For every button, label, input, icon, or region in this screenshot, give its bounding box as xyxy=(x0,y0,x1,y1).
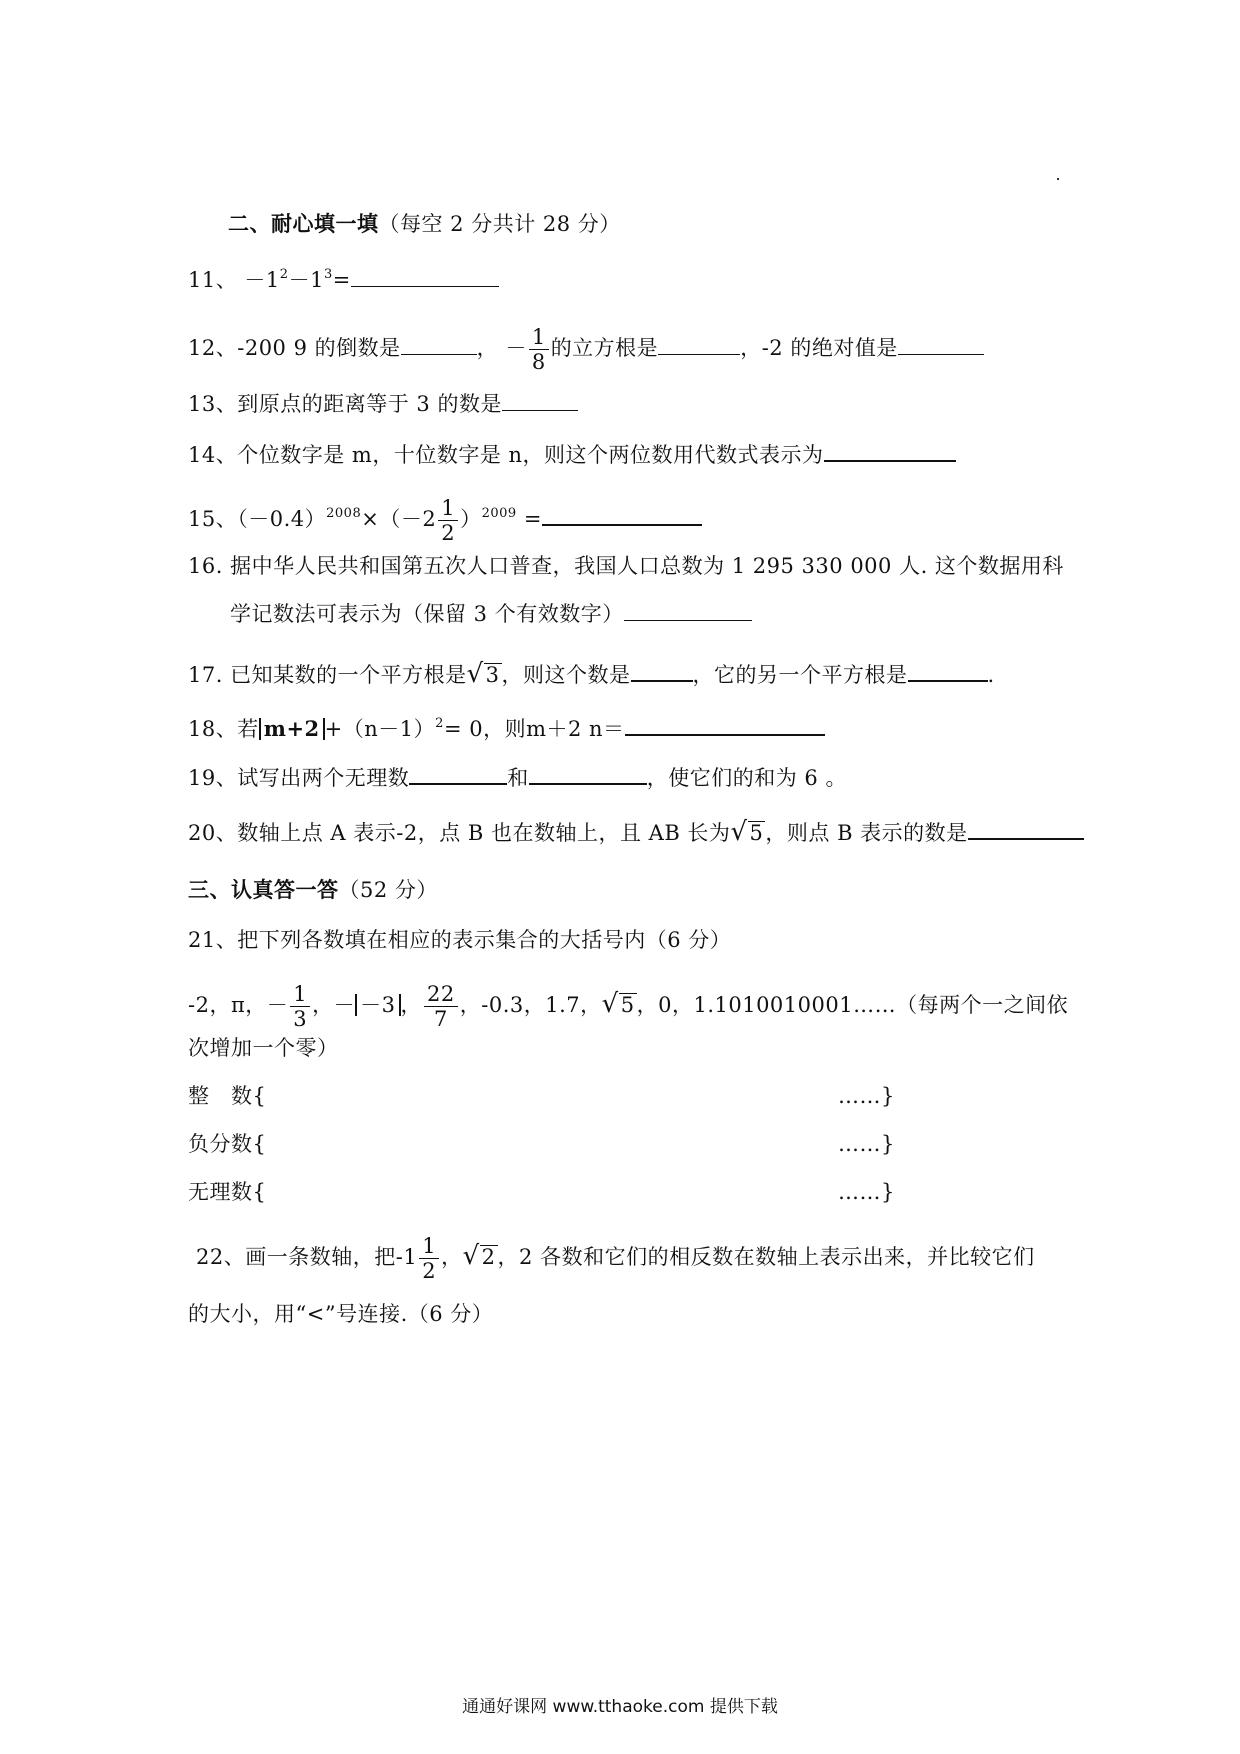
q15-base-1: （－0.4） xyxy=(237,507,327,531)
question-16-line-2 xyxy=(230,600,752,628)
set-negative-fractions xyxy=(188,1130,895,1158)
q15-exp-2: 2009 xyxy=(481,506,517,521)
q21-frac1-den: 3 xyxy=(293,1007,308,1031)
q21-frac1-num: 1 xyxy=(290,982,310,1007)
q21-list-a: -2，π， xyxy=(188,993,267,1017)
q22-radicand: 2 xyxy=(481,1245,496,1269)
q12-blank-3[interactable] xyxy=(898,334,984,355)
q12-sep-2: ， xyxy=(740,336,762,360)
q21-fraction-1 xyxy=(290,982,310,1031)
section-3-title: 三、认真答一答 xyxy=(188,877,339,902)
q21-number-list xyxy=(188,982,1068,1031)
q18-abs-value: m+2 xyxy=(259,718,325,740)
q18-text-1: 若 xyxy=(237,717,259,741)
q19-text-3: ，使它们的和为 6 。 xyxy=(646,766,847,790)
q12-blank-2[interactable] xyxy=(658,334,740,355)
question-17 xyxy=(188,660,995,689)
q22-sqrt: √2 xyxy=(462,1241,496,1271)
q18-number: 18、 xyxy=(188,717,238,741)
q13-text: 到原点的距离等于 3 的数是 xyxy=(237,392,502,416)
set-irrationals xyxy=(188,1178,895,1206)
question-12 xyxy=(188,325,984,374)
q19-blank-1[interactable] xyxy=(409,763,507,785)
q17-text-3: ，它的另一个平方根是 xyxy=(692,663,908,687)
q11-exp-b: 3 xyxy=(323,267,333,282)
q12-frac-num: 1 xyxy=(529,325,549,350)
q17-text-2: ，则这个数是 xyxy=(501,663,631,687)
q21-list-line-2 xyxy=(188,1034,339,1062)
q21-neg: － xyxy=(266,993,289,1017)
q15-equals: = xyxy=(523,507,542,531)
q19-text-1: 试写出两个无理数 xyxy=(237,766,410,790)
set-irrational-label: 无理数{ xyxy=(188,1180,267,1204)
section-2-heading xyxy=(228,210,621,238)
q18-exp: 2 xyxy=(435,716,444,731)
question-11 xyxy=(188,266,499,294)
question-18 xyxy=(188,714,825,743)
q16-number: 16. xyxy=(188,554,223,578)
q14-number: 14、 xyxy=(188,443,238,467)
set-negfrac-label: 负分数{ xyxy=(188,1132,267,1156)
q22-frac-den: 2 xyxy=(422,1259,437,1283)
q11-term-b: －1 xyxy=(288,268,324,292)
q15-times: × xyxy=(361,507,380,531)
q21-fraction-2 xyxy=(424,982,458,1031)
q17-end: . xyxy=(987,663,995,687)
q22-frac-num: 1 xyxy=(419,1234,439,1259)
question-22 xyxy=(196,1234,1035,1283)
q21-radicand: 5 xyxy=(620,993,635,1017)
q13-answer-blank[interactable] xyxy=(502,390,578,411)
question-15 xyxy=(188,496,702,545)
q21-abs-value: －3 xyxy=(355,994,400,1016)
question-14 xyxy=(188,440,956,469)
q21-list-continuation: 次增加一个零） xyxy=(188,1036,339,1060)
question-21 xyxy=(188,926,731,954)
q17-number: 17. xyxy=(188,663,223,687)
page-footer: 通通好课网 www.tthaoke.com 提供下载 xyxy=(462,1697,778,1717)
q11-answer-blank[interactable] xyxy=(351,266,499,287)
q17-blank-1[interactable] xyxy=(631,660,693,682)
q20-sqrt: √5 xyxy=(730,817,764,847)
q22-sep: ， xyxy=(441,1245,463,1269)
question-13 xyxy=(188,390,578,418)
set-negfrac-close: ……} xyxy=(838,1132,895,1156)
q15-base-2: （－2 xyxy=(379,507,437,531)
scan-dot xyxy=(1057,178,1059,180)
q11-term-a: －1 xyxy=(244,268,280,292)
q21-sep: ， xyxy=(312,993,334,1017)
q20-answer-blank[interactable] xyxy=(968,818,1084,840)
question-16-line-1 xyxy=(188,552,1064,580)
question-20 xyxy=(188,818,1084,847)
set-integers-label: 整 数{ xyxy=(188,1084,267,1108)
q17-text-1: 已知某数的一个平方根是 xyxy=(230,663,467,687)
q15-frac-den: 2 xyxy=(441,521,456,545)
q15-answer-blank[interactable] xyxy=(542,504,702,526)
q15-close: ） xyxy=(460,507,482,531)
q20-radicand: 5 xyxy=(749,821,764,845)
q22-fraction xyxy=(419,1234,439,1283)
q12-sep-1: ， xyxy=(476,336,499,360)
q19-text-2: 和 xyxy=(507,766,529,790)
q12-text-1: -200 9 的倒数是 xyxy=(237,336,401,360)
question-19 xyxy=(188,763,847,792)
q11-equals: = xyxy=(332,268,351,292)
q21-frac2-den: 7 xyxy=(433,1007,448,1031)
q15-exp-1: 2008 xyxy=(326,506,362,521)
q15-frac-num: 1 xyxy=(438,496,458,521)
q21-list-c: ，0，1.1010010001……（每两个一之间依 xyxy=(636,993,1069,1017)
q19-blank-2[interactable] xyxy=(529,763,647,785)
q21-list-b: ，-0.3，1.7， xyxy=(459,993,602,1017)
q16-text-2: 学记数法可表示为（保留 3 个有效数字） xyxy=(230,602,624,626)
q11-exp-a: 2 xyxy=(279,267,289,282)
set-irrational-close: ……} xyxy=(838,1180,895,1204)
q21-sqrt: √5 xyxy=(601,989,635,1019)
set-integers-close: ……} xyxy=(838,1084,895,1108)
q21-abs-prefix: － xyxy=(333,993,356,1017)
section-3-note: （52 分） xyxy=(338,878,438,902)
q17-sqrt: √3 xyxy=(466,659,500,689)
q14-text: 个位数字是 m，十位数字是 n，则这个两位数用代数式表示为 xyxy=(237,443,824,467)
q12-neg: － xyxy=(505,336,527,360)
question-22-line-2 xyxy=(188,1300,493,1328)
q12-number: 12、 xyxy=(188,336,238,360)
section-2-note: （每空 2 分共计 28 分） xyxy=(378,212,621,236)
q17-blank-2[interactable] xyxy=(908,660,988,682)
q12-text-3: -2 的绝对值是 xyxy=(761,336,898,360)
q12-blank-1[interactable] xyxy=(401,334,477,355)
section-2-title: 二、耐心填一填 xyxy=(228,211,379,236)
q20-text-1: 数轴上点 A 表示-2，点 B 也在数轴上，且 AB 长为 xyxy=(237,821,731,845)
section-3-heading xyxy=(188,876,438,904)
q21-text: 把下列各数填在相应的表示集合的大括号内（6 分） xyxy=(237,928,732,952)
q17-radicand: 3 xyxy=(485,663,500,687)
q15-fraction xyxy=(438,496,458,545)
q18-text-2: +（n－1） xyxy=(324,717,436,741)
q16-answer-blank[interactable] xyxy=(624,600,752,621)
q21-number: 21、 xyxy=(188,928,238,952)
q14-answer-blank[interactable] xyxy=(824,440,956,462)
q16-text-1: 据中华人民共和国第五次人口普查，我国人口总数为 1 295 330 000 人. 这个数据用科 xyxy=(230,554,1064,578)
q22-text-3: 的大小，用“<”号连接.（6 分） xyxy=(188,1302,494,1326)
q21-frac2-num: 22 xyxy=(424,982,458,1007)
q21-sep-2: ， xyxy=(400,993,423,1017)
q20-text-2: ，则点 B 表示的数是 xyxy=(765,821,968,845)
q11-number: 11、 xyxy=(188,268,238,292)
q22-text-1: 画一条数轴，把-1 xyxy=(245,1245,418,1269)
q20-number: 20、 xyxy=(188,821,238,845)
q15-number: 15、 xyxy=(188,507,238,531)
q22-number: 22、 xyxy=(196,1245,246,1269)
q22-text-2: ，2 各数和它们的相反数在数轴上表示出来，并比较它们 xyxy=(497,1245,1035,1269)
q18-answer-blank[interactable] xyxy=(625,714,825,736)
q12-text-2: 的立方根是 xyxy=(550,336,659,360)
q12-fraction xyxy=(529,325,549,374)
q12-frac-den: 8 xyxy=(531,350,546,374)
q18-text-3: = 0，则m＋2 n＝ xyxy=(443,717,625,741)
q19-number: 19、 xyxy=(188,766,238,790)
set-integers xyxy=(188,1082,895,1110)
q13-number: 13、 xyxy=(188,392,238,416)
